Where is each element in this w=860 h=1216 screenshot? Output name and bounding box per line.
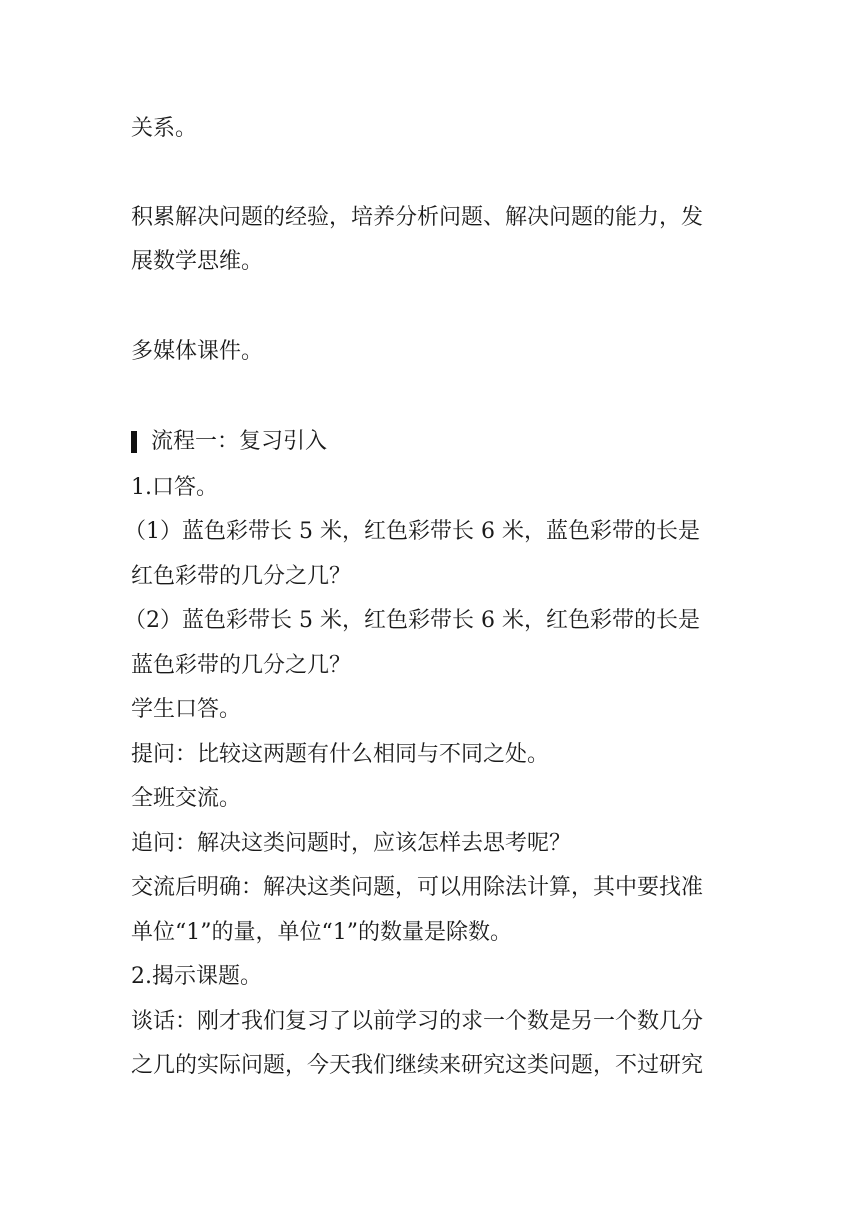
body-line: 学生口答。 [131, 697, 242, 722]
body-line: 2.揭示课题。 [131, 964, 262, 989]
body-line: 1.口答。 [131, 475, 218, 500]
body-line: 之几的实际问题，今天我们继续来研究这类问题，不过研究 [131, 1053, 704, 1078]
body-line: （2）蓝色彩带长 5 米，红色彩带长 6 米，红色彩带的长是 [124, 608, 700, 633]
body-line: 交流后明确：解决这类问题，可以用除法计算，其中要找准 [131, 875, 704, 900]
body-line: 蓝色彩带的几分之几？ [131, 653, 352, 678]
body-line: 红色彩带的几分之几？ [131, 564, 352, 589]
body-line: 谈话：刚才我们复习了以前学习的求一个数是另一个数几分 [131, 1009, 704, 1034]
paragraph-goal-line-1: 积累解决问题的经验，培养分析问题、解决问题的能力，发 [131, 205, 704, 230]
paragraph-relation: 关系。 [131, 116, 198, 141]
body-line: （1）蓝色彩带长 5 米，红色彩带长 6 米，蓝色彩带的长是 [124, 519, 700, 544]
heading-bar-marker [131, 431, 137, 453]
paragraph-materials: 多媒体课件。 [131, 339, 264, 364]
section-heading-text: 流程一：复习引入 [151, 429, 328, 454]
body-line: 追问：解决这类问题时，应该怎样去思考呢？ [131, 831, 572, 856]
body-line: 提问：比较这两题有什么相同与不同之处。 [131, 742, 550, 767]
paragraph-goal-line-2: 展数学思维。 [131, 249, 264, 274]
body-line: 全班交流。 [131, 786, 242, 811]
section-heading [131, 426, 327, 458]
body-line: 单位“1”的量，单位“1”的数量是除数。 [131, 920, 512, 945]
